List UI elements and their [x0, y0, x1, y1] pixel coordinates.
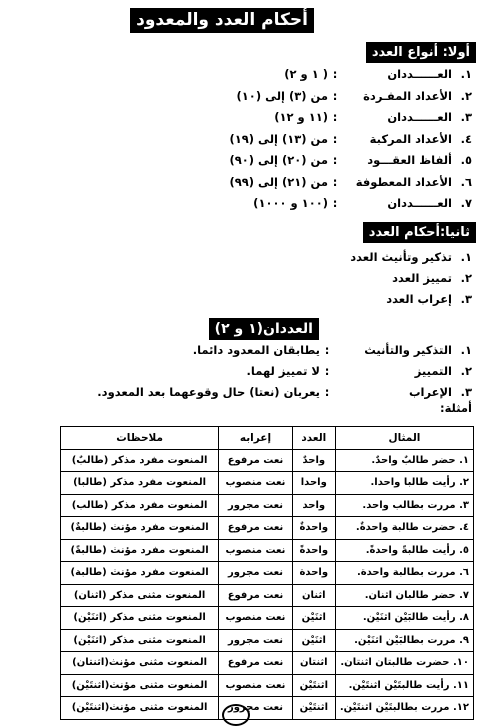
item-range: من (٣) إلى (١٠)	[236, 88, 328, 103]
cell-number: واحدٌ	[292, 449, 335, 472]
table-row	[61, 697, 474, 720]
cell-number: واحدة	[292, 562, 335, 585]
item-number: ٥.	[460, 153, 472, 167]
page-mark-icon	[222, 704, 250, 726]
item-name: التذكير والتأنيث	[364, 343, 452, 357]
item-text: تذكير وتأنيث العدد	[350, 250, 452, 264]
header-number: العدد	[292, 427, 335, 450]
list-item	[229, 172, 472, 194]
item-text: لا تمييز لهما.	[246, 364, 320, 378]
cell-example: ٨. رأيت طالبَيْن اثنَيْن.	[335, 607, 473, 630]
colon-separator: :	[332, 196, 338, 210]
cell-example: ٥. رأيت طالبةً واحدةً.	[335, 539, 473, 562]
table-body	[61, 449, 474, 719]
item-range: من (٢١) إلى (٩٩)	[229, 174, 328, 189]
item-number: ١.	[460, 67, 472, 81]
cell-number: اثنان	[292, 584, 335, 607]
table-row	[61, 562, 474, 585]
section-heading-number-rules: ثانيا:أحكام العدد	[363, 222, 476, 243]
item-number: ٣.	[460, 292, 472, 306]
list-item	[350, 247, 472, 268]
cell-number: اثنَيْن	[292, 629, 335, 652]
cell-example: ٦. مررت بطالبة واحدة.	[335, 562, 473, 585]
cell-number: اثنتَيْن	[292, 697, 335, 720]
cell-notes: المنعوت مفرد مذكر (طالب)	[61, 494, 219, 517]
list-item	[97, 382, 472, 403]
cell-parsing: نعت منصوب	[219, 674, 293, 697]
item-range: من (٢٠) إلى (٩٠)	[229, 153, 328, 167]
item-range: من (١٣) إلى (١٩)	[229, 131, 328, 146]
cell-example: ١٢. مررت بطالبتَيْن اثنتَيْن.	[335, 697, 473, 720]
item-name: العــــــددان	[387, 110, 452, 124]
list-item	[229, 86, 472, 108]
examples-label: أمثلة:	[439, 401, 472, 415]
examples-table	[60, 426, 474, 720]
cell-notes: المنعوت مثنى مذكر (اثنَيْن)	[61, 607, 219, 630]
item-name: الأعداد المفـردة	[363, 88, 452, 103]
cell-notes: المنعوت مثنى مذكر (اثنَيْن)	[61, 629, 219, 652]
section-heading-one-two: العددان(١ و ٢)	[209, 318, 319, 340]
cell-number: واحدةً	[292, 539, 335, 562]
cell-notes: المنعوت مفرد مؤنث (طالبةً)	[61, 539, 219, 562]
table-row	[61, 539, 474, 562]
cell-number: واحد	[292, 494, 335, 517]
list-item	[229, 129, 472, 151]
cell-notes: المنعوت مفرد مذكر (طالبٌ)	[61, 449, 219, 472]
item-number: ٢.	[460, 88, 472, 103]
item-text: تمييز العدد	[392, 271, 452, 285]
table-row	[61, 449, 474, 472]
cell-parsing: نعت مرفوع	[219, 449, 293, 472]
cell-parsing: نعت منصوب	[219, 472, 293, 495]
colon-separator: :	[332, 153, 338, 167]
item-range: (١٠٠ و ١٠٠٠)	[253, 196, 328, 210]
item-number: ٣.	[460, 385, 472, 399]
cell-number: واحدا	[292, 472, 335, 495]
table-header-row	[61, 427, 474, 450]
one-two-rules-list	[97, 340, 472, 403]
cell-example: ٧. حضر طالبان اثنان.	[335, 584, 473, 607]
table-row	[61, 472, 474, 495]
number-rules-list	[350, 247, 472, 310]
colon-separator: :	[332, 131, 338, 146]
header-example: المثال	[335, 427, 473, 450]
cell-notes: المنعوت مثنى مؤنث(اثنتان)	[61, 652, 219, 675]
cell-parsing: نعت منصوب	[219, 607, 293, 630]
cell-example: ١١. رأيت طالبتَيْن اثنتَيْن.	[335, 674, 473, 697]
cell-parsing: نعت مجرور	[219, 562, 293, 585]
item-range: (١١ و ١٢)	[274, 110, 328, 124]
list-item	[97, 361, 472, 382]
list-item	[229, 150, 472, 172]
cell-example: ٢. رأيت طالبا واحدا.	[335, 472, 473, 495]
item-name: التمييز	[414, 364, 452, 378]
cell-notes: المنعوت مثنى مؤنث(اثنتَيْن)	[61, 697, 219, 720]
list-item	[229, 193, 472, 215]
table-row	[61, 494, 474, 517]
item-number: ٤.	[460, 131, 472, 146]
cell-notes: المنعوت مفرد مذكر (طالبا)	[61, 472, 219, 495]
item-name: العــــــددان	[387, 196, 452, 210]
cell-parsing: نعت منصوب	[219, 539, 293, 562]
item-name: الأعداد المركبة	[369, 131, 452, 146]
list-item	[229, 64, 472, 86]
colon-separator: :	[324, 343, 330, 357]
colon-separator: :	[324, 364, 330, 378]
header-parsing: إعرابه	[219, 427, 293, 450]
item-number: ٢.	[460, 364, 472, 378]
cell-parsing: نعت مرفوع	[219, 517, 293, 540]
cell-parsing: نعت مرفوع	[219, 652, 293, 675]
cell-notes: المنعوت مفرد مؤنث (طالبةٌ)	[61, 517, 219, 540]
table-row	[61, 674, 474, 697]
cell-example: ٣. مررت بطالب واحد.	[335, 494, 473, 517]
item-number: ٧.	[460, 196, 472, 210]
item-text: يعربان (نعتا) حال وقوعهما بعد المعدود.	[97, 385, 320, 399]
page-title: أحكام العدد والمعدود	[130, 8, 314, 33]
cell-parsing: نعت مجرور	[219, 494, 293, 517]
list-item	[350, 268, 472, 289]
item-name: الأعداد المعطوفة	[355, 174, 452, 189]
list-item	[350, 289, 472, 310]
item-name: الإعراب	[408, 385, 452, 399]
cell-notes: المنعوت مفرد مؤنث (طالبة)	[61, 562, 219, 585]
table-row	[61, 652, 474, 675]
number-types-list	[229, 64, 472, 215]
item-range: ( ١ و ٢)	[284, 67, 328, 81]
colon-separator: :	[332, 110, 338, 124]
cell-example: ٩. مررت بطالبَيْن اثنَيْن.	[335, 629, 473, 652]
item-number: ٦.	[460, 174, 472, 189]
header-notes: ملاحظات	[61, 427, 219, 450]
table-row	[61, 629, 474, 652]
item-number: ٢.	[460, 271, 472, 285]
table-row	[61, 584, 474, 607]
table-row	[61, 607, 474, 630]
list-item	[229, 107, 472, 129]
cell-notes: المنعوت مثنى مذكر (اثنان)	[61, 584, 219, 607]
cell-parsing: نعت مجرور	[219, 629, 293, 652]
cell-number: اثنَيْن	[292, 607, 335, 630]
item-text: يطابقان المعدود دائما.	[192, 343, 320, 357]
item-name: ألفاظ العقـــود	[367, 153, 452, 167]
cell-number: اثنتان	[292, 652, 335, 675]
cell-example: ٤. حضرت طالبة واحدةٌ.	[335, 517, 473, 540]
colon-separator: :	[332, 88, 338, 103]
item-number: ٣.	[460, 110, 472, 124]
section-heading-number-types: أولا: أنواع العدد	[366, 42, 476, 63]
cell-number: واحدةٌ	[292, 517, 335, 540]
cell-example: ١. حضر طالبٌ واحدٌ.	[335, 449, 473, 472]
item-number: ١.	[460, 343, 472, 357]
cell-parsing: نعت مجرور	[219, 697, 293, 720]
list-item	[97, 340, 472, 361]
table-row	[61, 517, 474, 540]
cell-parsing: نعت مرفوع	[219, 584, 293, 607]
cell-example: ١٠. حضرت طالبتان اثنتان.	[335, 652, 473, 675]
colon-separator: :	[332, 67, 338, 81]
cell-notes: المنعوت مثنى مؤنث(اثنتَيْن)	[61, 674, 219, 697]
item-name: العــــــددان	[387, 67, 452, 81]
colon-separator: :	[324, 385, 330, 399]
colon-separator: :	[332, 174, 338, 189]
cell-number: اثنتَيْن	[292, 674, 335, 697]
item-text: إعراب العدد	[386, 292, 452, 306]
item-number: ١.	[460, 250, 472, 264]
